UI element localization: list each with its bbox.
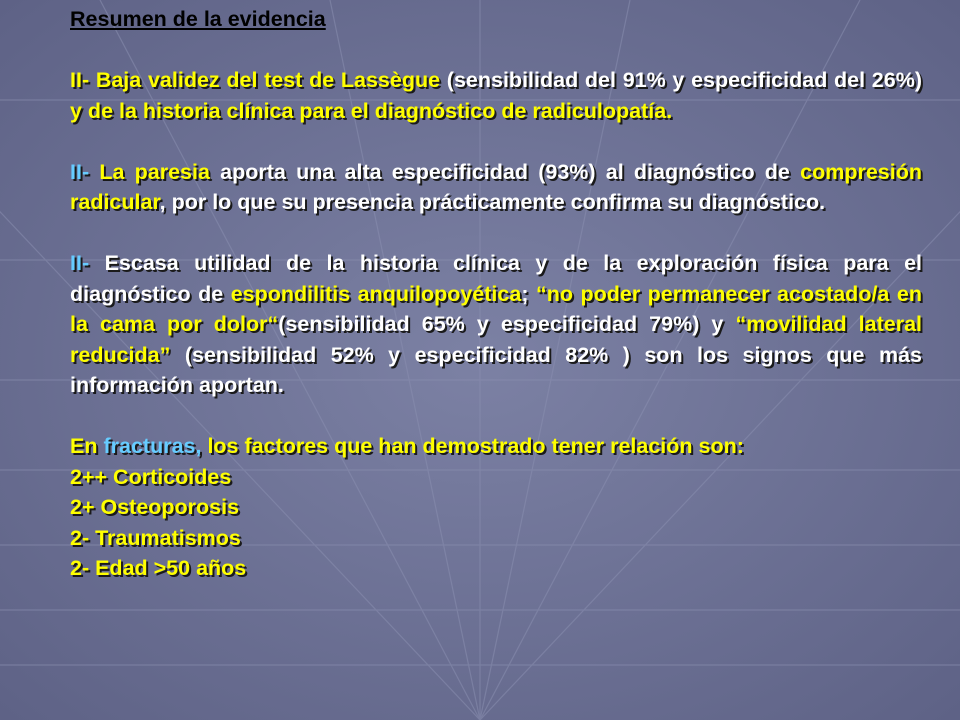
text-segment: La paresia (99, 159, 210, 184)
text-segment: Baja validez del test de Lassègue (95, 68, 441, 92)
evidence-grade: II- (70, 68, 90, 92)
list-item: 2- Edad >50 años (70, 556, 247, 580)
text-segment: fracturas, (103, 434, 202, 458)
text-segment: En (70, 434, 98, 458)
list-item: 2- Traumatismos (70, 525, 241, 550)
text-segment: “movilidad lateral reducida” (70, 312, 923, 367)
list-item: 2++ Corticoides (70, 464, 232, 489)
text-segment: (sensibilidad 65% y especificidad 79%) y (278, 312, 724, 336)
text-segment: compresión radicular (70, 159, 922, 214)
factor-list (70, 462, 922, 584)
evidence-grade: II- (70, 159, 90, 184)
list-item: 2+ Osteoporosis (70, 495, 240, 519)
paragraph-fracturas (70, 431, 922, 462)
text-segment: Escasa utilidad de la historia clínica y de la exploración física para el diagnóstico de (70, 251, 922, 306)
text-segment: ; (521, 281, 529, 306)
text-segment: los factores que han demostrado tener relación son: (207, 434, 744, 458)
text-segment: aporta una alta especificidad (93%) al diagnóstico de (220, 159, 790, 184)
text-segment: y de la historia clínica para el diagnóstico de radiculopatía. (70, 98, 673, 123)
text-segment: (sensibilidad 52% y especificidad 82% ) son los signos que más información aportan. (70, 342, 922, 397)
text-segment: “no poder permanecer acostado/a en la cama por dolor“ (70, 281, 922, 336)
text-segment: (sensibilidad del 91% y especificidad del 26%) (446, 68, 922, 92)
paragraph-lassegue (70, 65, 922, 126)
slide-content (70, 4, 922, 584)
text-segment: , por lo que su presencia prácticamente confirma su diagnóstico. (159, 190, 826, 214)
paragraph-paresia (70, 157, 922, 218)
evidence-grade: II- (70, 251, 90, 275)
text-segment: espondilitis anquilopoyética (230, 281, 522, 306)
paragraph-espondilitis (70, 248, 922, 401)
slide-title: Resumen de la evidencia (70, 7, 326, 31)
